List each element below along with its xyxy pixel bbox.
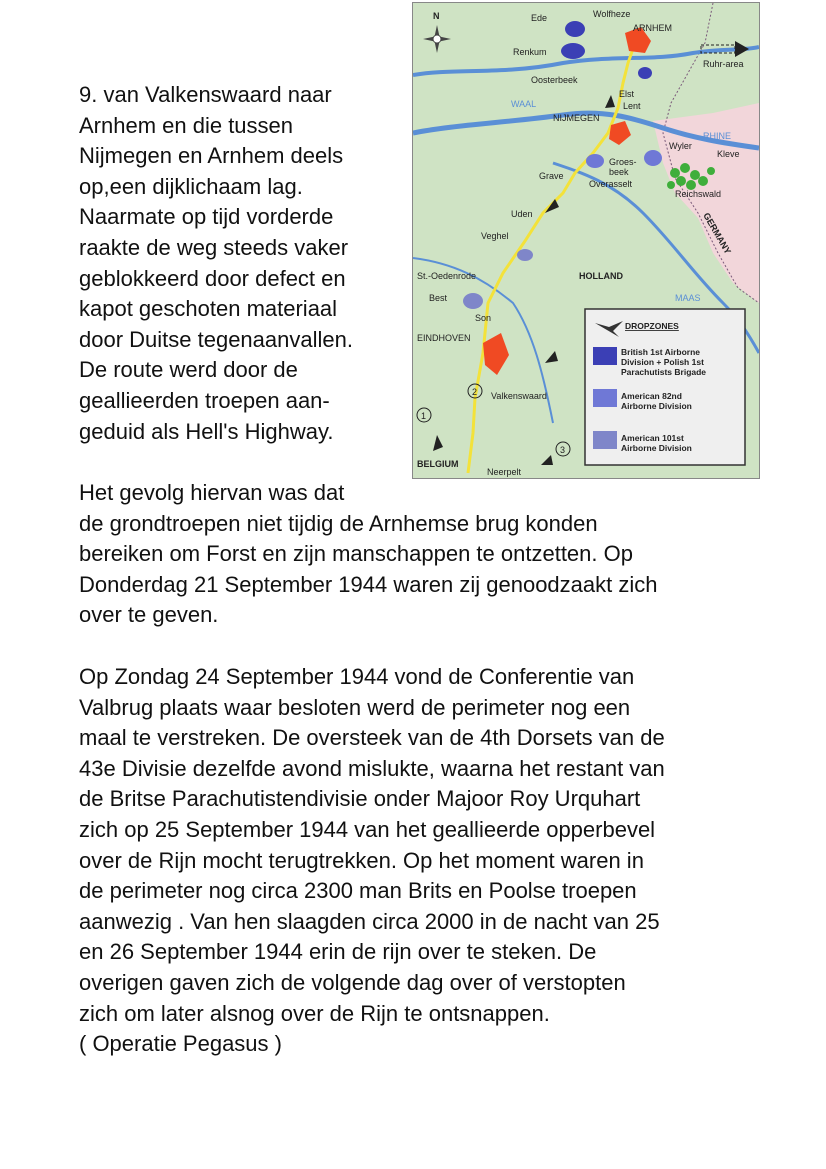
legend-label: Parachutists Brigade bbox=[621, 367, 707, 377]
legend-label: Airborne Division bbox=[621, 443, 692, 453]
label-son: Son bbox=[475, 313, 492, 323]
text-line: over te geven. bbox=[79, 602, 219, 628]
text-line: geallieerden troepen aan- bbox=[79, 387, 330, 413]
label-rhine: RHINE bbox=[703, 131, 732, 141]
label-holland: HOLLAND bbox=[579, 271, 623, 281]
legend-swatch-british bbox=[593, 347, 617, 365]
dropzone-british-1 bbox=[565, 21, 585, 37]
paragraph-pegasus bbox=[79, 662, 665, 1060]
text-line: bereiken om Forst en zijn manschappen te ontzetten. Op bbox=[79, 541, 633, 567]
label-veghel: Veghel bbox=[481, 231, 509, 241]
text-line: Nijmegen en Arnhem deels bbox=[79, 143, 344, 169]
label-st-oedenrode: St.-Oedenrode bbox=[417, 271, 477, 281]
label-nijmegen: NIJMEGEN bbox=[553, 113, 600, 123]
label-grave: Grave bbox=[539, 171, 564, 181]
label-kleve: Kleve bbox=[717, 149, 740, 159]
paragraph-intro bbox=[79, 80, 353, 447]
text-line: aanwezig . Van hen slaagden circa 2000 in de nacht van 25 bbox=[79, 908, 660, 934]
text-line: Op Zondag 24 September 1944 vond de Conferentie van bbox=[79, 664, 635, 689]
label-overasselt: Overasselt bbox=[589, 179, 633, 189]
text-line: over de Rijn mocht terugtrekken. Op het moment waren in bbox=[79, 847, 644, 873]
text-line: maal te verstreken. De oversteek van de 4th Dorsets van de bbox=[79, 725, 665, 751]
legend-swatch-82nd bbox=[593, 389, 617, 407]
label-groesbeek: Groes- bbox=[609, 157, 637, 167]
text-line: overigen gaven zich de volgende dag over of verstopten bbox=[79, 969, 626, 995]
map-legend bbox=[585, 309, 745, 465]
text-line: de grondtroepen niet tijdig de Arnhemse brug konden bbox=[79, 510, 598, 536]
label-eindhoven: EINDHOVEN bbox=[417, 333, 471, 343]
text-line: door Duitse tegenaanvallen. bbox=[79, 326, 353, 352]
label-wyler: Wyler bbox=[669, 141, 692, 151]
label-maas: MAAS bbox=[675, 293, 701, 303]
text-line: geduid als Hell's Highway. bbox=[79, 418, 334, 444]
text-line: Het gevolg hiervan was dat bbox=[79, 480, 345, 505]
paragraph-consequence bbox=[79, 478, 658, 631]
dropzone-82nd-2 bbox=[644, 150, 662, 166]
dropzone-british-3 bbox=[638, 67, 652, 79]
text-line: zich op 25 September 1944 van het geallieerde opperbevel bbox=[79, 816, 656, 842]
legend-label: Division + Polish 1st bbox=[621, 357, 704, 367]
legend-label: Airborne Division bbox=[621, 401, 692, 411]
text-line: de Britse Parachutistendivisie onder Majoor Roy Urquhart bbox=[79, 786, 641, 812]
text-line: 9. van Valkenswaard naar bbox=[79, 82, 332, 107]
market-garden-map bbox=[412, 2, 760, 479]
dropzone-british-2 bbox=[561, 43, 585, 59]
text-line: ( Operatie Pegasus ) bbox=[79, 1031, 282, 1057]
text-line: raakte de weg steeds vaker bbox=[79, 234, 349, 260]
label-ruhr: Ruhr-area bbox=[703, 59, 744, 69]
text-line: en 26 September 1944 erin de rijn over te steken. De bbox=[79, 939, 597, 965]
label-oosterbeek: Oosterbeek bbox=[531, 75, 578, 85]
dropzone-101st-1 bbox=[463, 293, 483, 309]
label-wolfheze: Wolfheze bbox=[593, 9, 631, 19]
text-line: 43e Divisie dezelfde avond mislukte, waarna het restant van bbox=[79, 755, 665, 781]
label-belgium: BELGIUM bbox=[417, 459, 459, 469]
legend-title: DROPZONES bbox=[625, 321, 679, 331]
legend-label: British 1st Airborne bbox=[621, 347, 701, 357]
text-line: op,een dijklichaam lag. bbox=[79, 173, 303, 199]
label-arnhem: ARNHEM bbox=[633, 23, 673, 33]
label-renkum: Renkum bbox=[513, 47, 547, 57]
text-line: geblokkeerd door defect en bbox=[79, 265, 346, 291]
text-line: Arnhem en die tussen bbox=[79, 112, 294, 138]
text-line: Donderdag 21 September 1944 waren zij genoodzaakt zich bbox=[79, 571, 658, 597]
text-line: Valbrug plaats waar besloten werd de perimeter nog een bbox=[79, 694, 631, 720]
label-uden: Uden bbox=[511, 209, 533, 219]
label-ede: Ede bbox=[531, 13, 548, 23]
label-elst: Elst bbox=[619, 89, 635, 99]
label-reichswald: Reichswald bbox=[675, 189, 722, 199]
svg-text:N: N bbox=[433, 11, 440, 21]
legend-swatch-101st bbox=[593, 431, 617, 449]
label-lent: Lent bbox=[623, 101, 641, 111]
text-line: zich om later alsnog over de Rijn te ontsnappen. bbox=[79, 1000, 550, 1026]
map-graphic bbox=[413, 3, 759, 478]
text-line: kapot geschoten materiaal bbox=[79, 296, 338, 322]
text-line: de perimeter nog circa 2300 man Brits en Poolse troepen bbox=[79, 878, 637, 904]
legend-label: American 82nd bbox=[621, 391, 682, 401]
label-germany: GERMANY bbox=[701, 211, 733, 256]
text-line: Naarmate op tijd vorderde bbox=[79, 204, 334, 230]
dropzone-82nd-1 bbox=[586, 154, 604, 168]
legend-label: American 101st bbox=[621, 433, 684, 443]
svg-text:1: 1 bbox=[421, 411, 427, 421]
text-line: De route werd door de bbox=[79, 357, 298, 383]
label-valkenswaard: Valkenswaard bbox=[491, 391, 547, 401]
label-groesbeek: beek bbox=[609, 167, 629, 177]
label-best: Best bbox=[429, 293, 448, 303]
dropzone-101st-2 bbox=[517, 249, 533, 261]
label-neerpelt: Neerpelt bbox=[487, 467, 522, 477]
label-waal: WAAL bbox=[511, 99, 537, 109]
svg-text:3: 3 bbox=[560, 445, 566, 455]
svg-text:2: 2 bbox=[472, 387, 478, 397]
